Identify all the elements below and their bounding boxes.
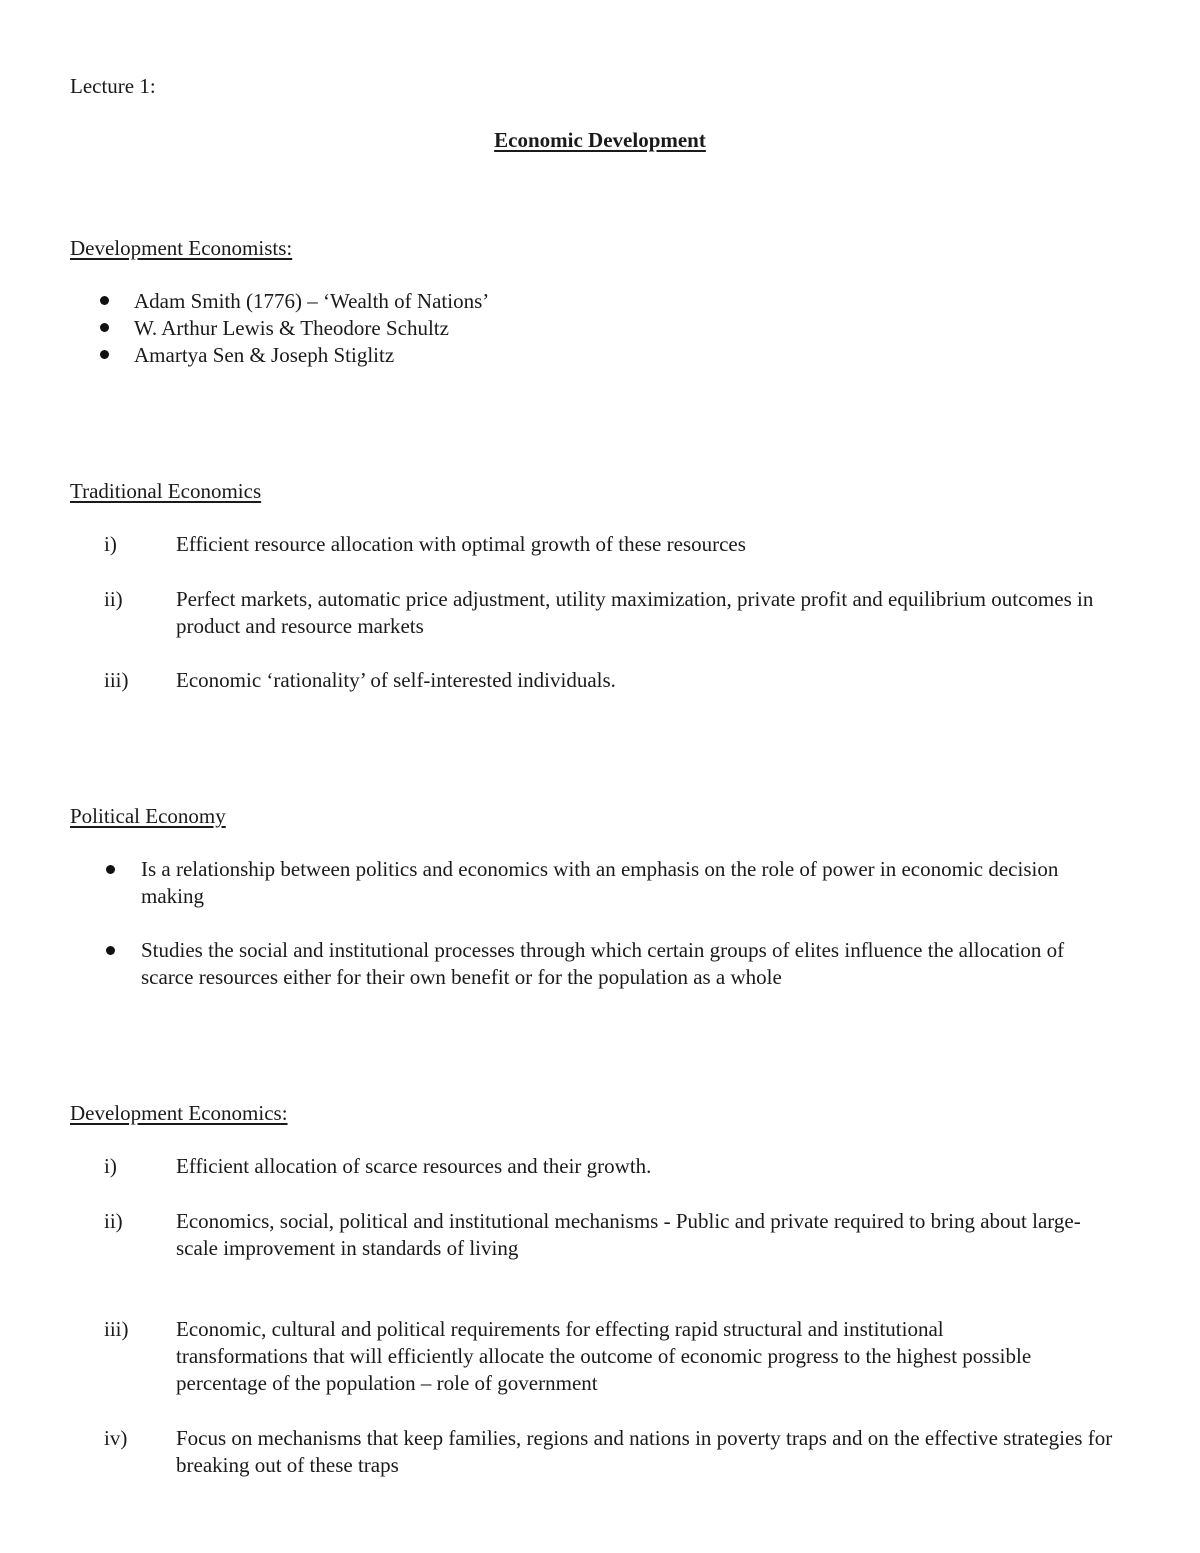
bullet-icon bbox=[100, 350, 109, 359]
list-item: Amartya Sen & Joseph Stiglitz bbox=[134, 343, 395, 367]
list-item: Efficient allocation of scarce resources and their growth. bbox=[176, 1154, 652, 1178]
lecture-label: Lecture 1: bbox=[70, 74, 156, 98]
list-number: ii) bbox=[104, 587, 123, 611]
document-title: Economic Development bbox=[494, 128, 706, 152]
section-heading-political: Political Economy bbox=[70, 804, 226, 828]
list-number: iv) bbox=[104, 1426, 128, 1450]
list-item: Studies the social and institutional processes through which certain groups of elites influence the allocation of scarce resources either for their own benefit or for the population as a whole bbox=[141, 938, 1065, 989]
list-number: iii) bbox=[104, 1317, 129, 1341]
list-number: i) bbox=[104, 532, 117, 556]
bullet-icon bbox=[100, 323, 109, 332]
bullet-icon bbox=[100, 296, 109, 305]
list-item: Efficient resource allocation with optimal growth of these resources bbox=[176, 532, 746, 556]
section-heading-economists: Development Economists: bbox=[70, 236, 293, 260]
list-item: Economics, social, political and institutional mechanisms - Public and private required to bring about large-scale improvement in standards of living bbox=[176, 1209, 1081, 1260]
list-item: Is a relationship between politics and economics with an emphasis on the role of power in economic decision making bbox=[141, 857, 1059, 908]
list-item: Perfect markets, automatic price adjustment, utility maximization, private profit and equilibrium outcomes in product and resource markets bbox=[176, 587, 1094, 638]
section-heading-development: Development Economics: bbox=[70, 1101, 288, 1125]
list-item: Focus on mechanisms that keep families, regions and nations in poverty traps and on the effective strategies for breaking out of these traps bbox=[176, 1426, 1113, 1477]
list-item: Economic ‘rationality’ of self-interested individuals. bbox=[176, 668, 616, 692]
list-item: Adam Smith (1776) – ‘Wealth of Nations’ bbox=[134, 289, 490, 313]
list-number: i) bbox=[104, 1154, 117, 1178]
list-number: iii) bbox=[104, 668, 129, 692]
list-number: ii) bbox=[104, 1209, 123, 1233]
bullet-icon bbox=[106, 946, 115, 955]
list-item: Economic, cultural and political requirements for effecting rapid structural and institutional transformations that will efficiently allocate the outcome of economic progress to the highest possible percentage of the population – role of government bbox=[176, 1317, 1032, 1395]
section-heading-traditional: Traditional Economics bbox=[70, 479, 262, 503]
bullet-icon bbox=[106, 865, 115, 874]
list-item: W. Arthur Lewis & Theodore Schultz bbox=[134, 316, 449, 340]
